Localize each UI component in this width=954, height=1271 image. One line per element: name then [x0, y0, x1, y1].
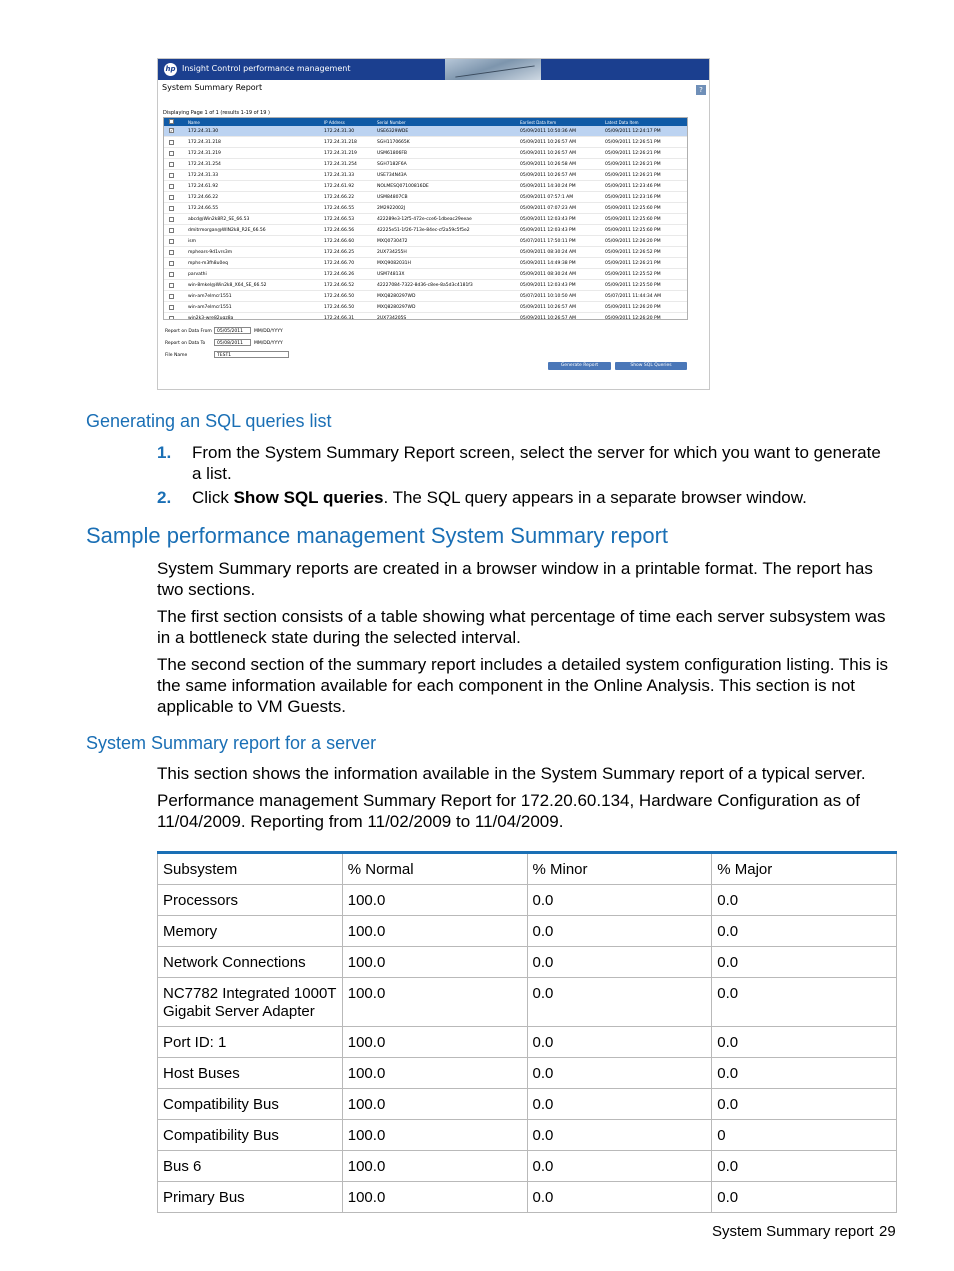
banner-image: [445, 59, 541, 80]
cell-subsystem: Host Buses: [158, 1058, 343, 1089]
cell-earliest: 05/07/2011 10:10:50 AM: [520, 294, 576, 299]
cell-normal: 100.0: [342, 1027, 527, 1058]
row-checkbox[interactable]: [169, 140, 174, 145]
cell-ip: 172.24.66.70: [324, 261, 355, 266]
grid-header: [164, 118, 687, 126]
cell-minor: 0.0: [527, 978, 712, 1027]
cell-subsystem: Compatibility Bus: [158, 1120, 343, 1151]
cell-earliest: 05/09/2011 07:57:1 AM: [520, 195, 574, 200]
table-row: [158, 1058, 897, 1089]
sql-section-heading: Generating an SQL queries list: [86, 411, 332, 431]
grid-row[interactable]: [164, 214, 687, 225]
cell-latest: 05/09/2011 12:26:21 PM: [605, 162, 661, 167]
file-name-input[interactable]: TEST1: [214, 351, 289, 358]
cell-latest: 05/09/2011 12:26:21 PM: [605, 151, 661, 156]
cell-earliest: 05/09/2011 10:50:36 AM: [520, 129, 576, 134]
from-label: Report on Data From: [165, 329, 212, 334]
cell-name: win-am7elmcr1551: [188, 305, 232, 310]
cell-latest: 05/09/2011 12:26:20 PM: [605, 305, 661, 310]
table-row: [158, 1027, 897, 1058]
cell-normal: 100.0: [342, 1151, 527, 1182]
select-all-checkbox[interactable]: [169, 119, 174, 124]
row-checkbox[interactable]: [169, 294, 174, 299]
generate-report-button[interactable]: Generate Report: [548, 362, 611, 370]
cell-major: 0.0: [712, 885, 897, 916]
file-name-label: File Name: [165, 353, 188, 358]
row-checkbox[interactable]: [169, 151, 174, 156]
row-checkbox[interactable]: [169, 228, 174, 233]
cell-ip: 172.24.66.55: [324, 206, 355, 211]
cell-normal: 100.0: [342, 885, 527, 916]
cell-normal: 100.0: [342, 947, 527, 978]
table-row: [158, 1120, 897, 1151]
cell-ip: 172.24.66.56: [324, 228, 355, 233]
step-number: 2.: [157, 488, 172, 507]
grid-row[interactable]: [164, 170, 687, 181]
header-normal: % Normal: [342, 853, 527, 885]
cell-minor: 0.0: [527, 947, 712, 978]
cell-latest: 05/09/2011 12:25:60 PM: [605, 217, 661, 222]
cell-serial: 2UX734205S: [377, 316, 407, 320]
cell-major: 0.0: [712, 916, 897, 947]
cell-name: 172.24.31.33: [188, 173, 219, 178]
server-grid: [163, 117, 688, 320]
row-checkbox[interactable]: [169, 206, 174, 211]
cell-ip: 172.24.66.60: [324, 239, 355, 244]
cell-serial: 2UX734255H: [377, 250, 407, 255]
table-row: [158, 885, 897, 916]
app-titlebar: [158, 59, 709, 80]
table-header-row: [158, 853, 897, 885]
show-sql-queries-button[interactable]: Show SQL Queries: [615, 362, 687, 370]
show-sql-queries-term: Show SQL queries: [233, 488, 384, 507]
cell-subsystem: Processors: [158, 885, 343, 916]
cell-subsystem: Primary Bus: [158, 1182, 343, 1213]
cell-serial: USE6329WDE: [377, 129, 409, 134]
table-row: [158, 916, 897, 947]
cell-subsystem: Memory: [158, 916, 343, 947]
cell-serial: 42227084-7322-8d36-c8ee-8a5d3c4181f3: [377, 283, 473, 288]
grid-row[interactable]: [164, 181, 687, 192]
cell-minor: 0.0: [527, 1182, 712, 1213]
cell-minor: 0.0: [527, 1027, 712, 1058]
col-header-ip[interactable]: IP Address: [324, 120, 345, 125]
cell-serial: USE734N43A: [377, 173, 407, 178]
server-section-heading: System Summary report for a server: [86, 733, 377, 753]
cell-normal: 100.0: [342, 1120, 527, 1151]
cell-ip: 172.24.66.22: [324, 195, 355, 200]
header-subsystem: Subsystem: [158, 853, 343, 885]
grid-row[interactable]: [164, 269, 687, 280]
row-checkbox[interactable]: [169, 173, 174, 178]
cell-name: 172.24.66.55: [188, 206, 219, 211]
to-date-input[interactable]: 05/08/2011: [214, 339, 251, 346]
cell-normal: 100.0: [342, 1089, 527, 1120]
row-checkbox[interactable]: [169, 283, 174, 288]
cell-earliest: 05/07/2011 17:50:11 PM: [520, 239, 576, 244]
cell-normal: 100.0: [342, 978, 527, 1027]
row-checkbox[interactable]: [169, 305, 174, 310]
sample-paragraph-2: The first section consists of a table showing what percentage of time each server subsystem was in a bottleneck state during the selected interval.: [157, 607, 886, 647]
cell-name: 172.24.61.92: [188, 184, 219, 189]
to-label: Report on Data To: [165, 341, 206, 346]
cell-earliest: 05/09/2011 10:26:58 AM: [520, 162, 576, 167]
cell-ip: 172.24.31.254: [324, 162, 357, 167]
cell-serial: SGH1170665K: [377, 140, 410, 145]
grid-row[interactable]: [164, 280, 687, 291]
cell-serial: USM84807CB: [377, 195, 408, 200]
cell-earliest: 05/09/2011 08:30:24 AM: [520, 250, 576, 255]
cell-ip: 172.24.66.52: [324, 283, 355, 288]
sample-paragraph-1: System Summary reports are created in a browser window in a printable format. The report has two sections.: [157, 559, 873, 599]
header-minor: % Minor: [527, 853, 712, 885]
server-paragraph-1: This section shows the information available in the System Summary report of a typical server.: [157, 764, 866, 783]
footer-section-name: System Summary report: [712, 1223, 874, 1240]
cell-subsystem: Bus 6: [158, 1151, 343, 1182]
cell-latest: 05/09/2011 12:26:52 PM: [605, 250, 661, 255]
cell-serial: USM74813X: [377, 272, 405, 277]
paging-text: Displaying Page 1 of 1 (results 1-19 of 19 ): [163, 110, 270, 116]
step-number: 1.: [157, 443, 172, 462]
grid-row[interactable]: [164, 258, 687, 269]
cell-name: win2k3-wre82uqz8a: [188, 316, 234, 320]
grid-row[interactable]: [164, 291, 687, 302]
cell-earliest: 05/09/2011 07:07:23 AM: [520, 206, 576, 211]
cell-serial: MXQ8280297WD: [377, 294, 416, 299]
row-checkbox[interactable]: [169, 250, 174, 255]
cell-major: 0.0: [712, 1027, 897, 1058]
cell-name: mphears-9d1vrs3m: [188, 250, 233, 255]
grid-row[interactable]: [164, 148, 687, 159]
step-text: From the System Summary Report screen, select the server for which you want to generate a list.: [192, 443, 881, 483]
grid-row[interactable]: [164, 225, 687, 236]
cell-earliest: 05/09/2011 10:26:57 AM: [520, 316, 576, 320]
grid-row[interactable]: [164, 126, 687, 137]
cell-serial: 2M2922002J: [377, 206, 406, 211]
col-header-name[interactable]: Name: [188, 120, 200, 125]
cell-latest: 05/09/2011 12:25:52 PM: [605, 272, 661, 277]
cell-ip: 172.24.66.50: [324, 305, 355, 310]
grid-row[interactable]: [164, 236, 687, 247]
row-checkbox[interactable]: [169, 316, 174, 320]
step-text: [192, 487, 892, 508]
cell-minor: 0.0: [527, 1058, 712, 1089]
cell-major: 0: [712, 1120, 897, 1151]
cell-name: abcd@Win2k8R2_SE_66.53: [188, 217, 250, 222]
cell-major: 0.0: [712, 1058, 897, 1089]
table-row: [158, 1151, 897, 1182]
cell-name: ism: [188, 239, 196, 244]
cell-serial: 42225e51-1f26-713e-84ec-cf2a59c5f5e2: [377, 228, 470, 233]
cell-ip: 172.24.66.31: [324, 316, 355, 320]
from-format-hint: MM/DD/YYYY: [254, 329, 283, 334]
cell-latest: 05/07/2011 11:44:34 AM: [605, 294, 661, 299]
cell-name: win-8mkel@Win2k8_X64_SE_66.52: [188, 283, 267, 288]
row-checkbox[interactable]: [169, 261, 174, 266]
cell-latest: 05/09/2011 12:26:20 PM: [605, 316, 661, 320]
cell-latest: 05/09/2011 12:26:21 PM: [605, 261, 661, 266]
header-major: % Major: [712, 853, 897, 885]
cell-earliest: 05/09/2011 12:03:43 PM: [520, 228, 576, 233]
cell-ip: 172.24.66.26: [324, 272, 355, 277]
cell-earliest: 05/09/2011 10:26:57 AM: [520, 151, 576, 156]
row-checkbox[interactable]: [169, 239, 174, 244]
step-text-pre: Click: [192, 488, 234, 507]
row-checkbox[interactable]: [169, 162, 174, 167]
cell-latest: 05/09/2011 12:23:16 PM: [605, 195, 661, 200]
table-row: [158, 1089, 897, 1120]
grid-row[interactable]: [164, 313, 687, 320]
cell-minor: 0.0: [527, 1089, 712, 1120]
cell-normal: 100.0: [342, 1058, 527, 1089]
footer-page-number: 29: [879, 1223, 896, 1240]
report-page-title: System Summary Report: [162, 83, 263, 92]
table-row: [158, 978, 897, 1027]
help-icon[interactable]: ?: [696, 85, 706, 95]
grid-row[interactable]: [164, 137, 687, 148]
cell-subsystem: NC7782 Integrated 1000T Gigabit Server Adapter: [158, 978, 343, 1027]
app-title: Insight Control performance management: [182, 64, 351, 73]
cell-subsystem: Port ID: 1: [158, 1027, 343, 1058]
table-row: [158, 947, 897, 978]
cell-ip: 172.24.31.219: [324, 151, 357, 156]
server-paragraph-2: Performance management Summary Report for 172.20.60.134, Hardware Configuration as of 11/04/2009. Reporting from 11/02/2009 to 11/04/2009.: [157, 791, 861, 831]
cell-ip: 172.24.66.53: [324, 217, 355, 222]
col-header-latest[interactable]: Latest Data Item: [605, 120, 639, 125]
cell-major: 0.0: [712, 1182, 897, 1213]
cell-ip: 172.24.31.33: [324, 173, 355, 178]
cell-name: 172.24.31.254: [188, 162, 221, 167]
row-checkbox[interactable]: [169, 195, 174, 200]
from-date-input[interactable]: 05/05/2011: [214, 327, 251, 334]
cell-latest: 05/09/2011 12:25:60 PM: [605, 206, 661, 211]
cell-normal: 100.0: [342, 916, 527, 947]
cell-ip: 172.24.66.25: [324, 250, 355, 255]
cell-latest: 05/09/2011 12:24:17 PM: [605, 129, 661, 134]
cell-serial: NOLMESQ07100816DE: [377, 184, 429, 189]
grid-row[interactable]: [164, 192, 687, 203]
table-row: [158, 1182, 897, 1213]
sample-paragraph-3: The second section of the summary report includes a detailed system configuration listing. This is the same information available for each component in the Online Analysis. This section is not applicable to VM Guests.: [157, 655, 889, 716]
step-text-post: . The SQL query appears in a separate browser window.: [383, 488, 807, 507]
grid-body: [164, 126, 687, 320]
col-header-earliest[interactable]: Earliest Data Item: [520, 120, 557, 125]
cell-ip: 172.24.66.50: [324, 294, 355, 299]
cell-minor: 0.0: [527, 1120, 712, 1151]
cell-name: 172.24.31.30: [188, 129, 219, 134]
cell-earliest: 05/09/2011 14:49:38 PM: [520, 261, 576, 266]
cell-subsystem: Compatibility Bus: [158, 1089, 343, 1120]
hp-logo-icon: hp: [164, 63, 177, 76]
cell-subsystem: Network Connections: [158, 947, 343, 978]
cell-earliest: 05/09/2011 14:30:24 PM: [520, 184, 576, 189]
cell-minor: 0.0: [527, 1151, 712, 1182]
cell-name: parvathi: [188, 272, 207, 277]
cell-serial: MXQ9082031H: [377, 261, 411, 266]
row-checkbox[interactable]: ✓: [170, 128, 174, 133]
cell-latest: 05/09/2011 12:26:21 PM: [605, 173, 661, 178]
cell-latest: 05/09/2011 12:25:60 PM: [605, 228, 661, 233]
cell-latest: 05/09/2011 12:23:46 PM: [605, 184, 661, 189]
cell-earliest: 05/09/2011 12:03:43 PM: [520, 283, 576, 288]
cell-name: 172.24.31.219: [188, 151, 221, 156]
cell-major: 0.0: [712, 947, 897, 978]
grid-row[interactable]: [164, 159, 687, 170]
cell-serial: 422289e3-12f5-472e-cce6-1dbeac29eeae: [377, 217, 472, 222]
cell-name: win-am7elmcr1551: [188, 294, 232, 299]
grid-row[interactable]: [164, 302, 687, 313]
cell-ip: 172.24.31.218: [324, 140, 357, 145]
cell-minor: 0.0: [527, 885, 712, 916]
cell-earliest: 05/09/2011 12:03:43 PM: [520, 217, 576, 222]
cell-major: 0.0: [712, 978, 897, 1027]
cell-latest: 05/09/2011 12:26:51 PM: [605, 140, 661, 145]
cell-ip: 172.24.61.92: [324, 184, 355, 189]
to-format-hint: MM/DD/YYYY: [254, 341, 283, 346]
row-checkbox[interactable]: [169, 272, 174, 277]
cell-major: 0.0: [712, 1151, 897, 1182]
cell-normal: 100.0: [342, 1182, 527, 1213]
cell-name: mphs-m3fh8u0eq: [188, 261, 228, 266]
cell-earliest: 05/09/2011 08:30:24 AM: [520, 272, 576, 277]
cell-serial: MXQ0730472: [377, 239, 408, 244]
cell-earliest: 05/09/2011 10:26:57 AM: [520, 305, 576, 310]
cell-minor: 0.0: [527, 916, 712, 947]
report-screenshot: [157, 58, 710, 390]
grid-row[interactable]: [164, 247, 687, 258]
sample-section-heading: Sample performance management System Summary report: [86, 523, 669, 548]
cell-name: dmitrmorgan@WIN2k8_R2E_66.56: [188, 228, 266, 233]
cell-serial: MXQ8280297WD: [377, 305, 416, 310]
cell-earliest: 05/09/2011 10:26:57 AM: [520, 173, 576, 178]
cell-earliest: 05/09/2011 10:26:57 AM: [520, 140, 576, 145]
table-body: [158, 885, 897, 1213]
cell-serial: SGH7182F6A: [377, 162, 407, 167]
cell-ip: 172.24.31.30: [324, 129, 355, 134]
cell-name: 172.24.31.218: [188, 140, 221, 145]
row-checkbox[interactable]: [169, 217, 174, 222]
subsystem-table: [157, 851, 897, 1213]
cell-serial: USM61806FB: [377, 151, 408, 156]
cell-latest: 05/09/2011 12:26:20 PM: [605, 239, 661, 244]
cell-name: 172.24.66.22: [188, 195, 219, 200]
cell-latest: 05/09/2011 12:25:50 PM: [605, 283, 661, 288]
cell-major: 0.0: [712, 1089, 897, 1120]
col-header-serial[interactable]: Serial Number: [377, 120, 406, 125]
row-checkbox[interactable]: [169, 184, 174, 189]
grid-row[interactable]: [164, 203, 687, 214]
